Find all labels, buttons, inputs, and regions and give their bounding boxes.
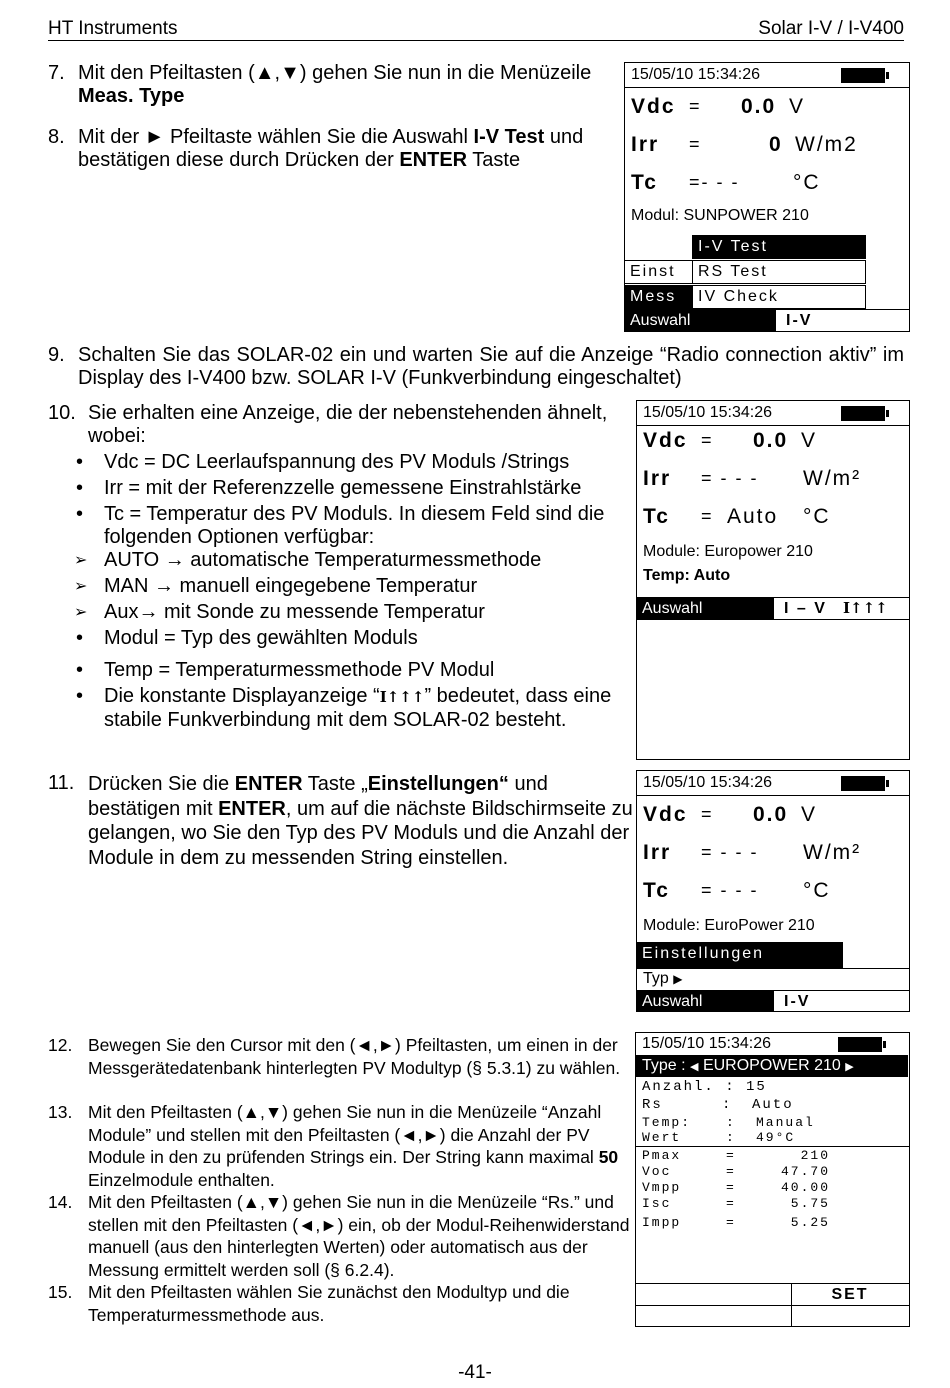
vdc-value: 0.0 — [753, 429, 789, 452]
page-number: -41- — [458, 1362, 492, 1383]
module-text: Module: EuroPower 210 — [643, 917, 815, 934]
step-14: 14. Mit den Pfeiltasten (▲,▼) gehen Sie nun in die Menüzeile “Rs.” und stellen mit den Pfeiltasten (◄,►) ein, ob der Modul-Reihenwiderstand manuell (aus den hinterlegten Werten) oder automatisch aus der Messung ermittelt werden soll (§ 6.2.4). — [48, 1192, 630, 1280]
irr-eq: = — [689, 134, 702, 154]
arrow-item: ➢ Aux→ mit Sonde zu messende Temperatur — [88, 601, 628, 624]
vdc-unit: V — [789, 95, 806, 118]
tc-label: Tc — [631, 171, 658, 194]
step-text: Sie erhalten eine Anzeige, die der nebenstehenden ähnelt, wobei: — [88, 402, 608, 447]
vdc-eq: = — [701, 804, 714, 824]
temp-value[interactable]: Manual — [756, 1115, 815, 1130]
wert-value[interactable]: 49°C — [756, 1130, 796, 1145]
irr-value: 0 — [769, 133, 783, 156]
vmpp-value: 40.00 — [780, 1180, 830, 1195]
step-13: 13. Mit den Pfeiltasten (▲,▼) gehen Sie nun in die Menüzeile “Anzahl Module” und stellen mit den Pfeiltasten (◄,►) die Anzahl der PV Module in den zu prüfenden Strings ein. Der String kann maximal 50 Einzelmodule enthalten. — [48, 1102, 619, 1190]
display-footer — [637, 990, 909, 1012]
temp-label: Temp: — [642, 1115, 692, 1130]
battery-icon — [838, 1037, 882, 1052]
step-bold: I-V Test — [473, 126, 545, 148]
step-number: 9. — [48, 344, 65, 366]
chevron-left-icon: ◀ — [690, 1061, 699, 1073]
step-7 — [48, 62, 608, 108]
vdc-label: Vdc — [631, 95, 676, 118]
bullet-item: • Temp = Temperaturmessmethode PV Modul — [88, 659, 628, 682]
step-8 — [48, 126, 608, 172]
bullet-item: • Tc = Temperatur des PV Moduls. In diesem Feld sind die folgenden Optionen verfügbar: — [88, 503, 628, 549]
display-footer — [637, 598, 909, 620]
tc-unit: °C — [803, 505, 831, 528]
irr-unit: W/m2 — [795, 133, 858, 156]
bullet-item: • Vdc = DC Leerlaufspannung des PV Moduls /Strings — [88, 451, 628, 474]
rs-value[interactable]: Auto — [752, 1097, 794, 1113]
step-bold: Meas. Type — [78, 85, 185, 107]
vdc-eq: = — [689, 96, 702, 116]
pmax-value: 210 — [800, 1148, 830, 1163]
mode-label: I – V — [773, 598, 827, 619]
modul-text: Modul: SUNPOWER 210 — [631, 207, 809, 224]
step-number: 7. — [48, 62, 65, 84]
irr-eq: = - - - — [701, 468, 759, 488]
header-left: HT Instruments — [48, 18, 178, 39]
step-12: 12. Bewegen Sie den Cursor mit den (◄,►) Pfeiltasten, um einen in der Messgerätedatenbank hinterlegten PV Modultyp (§ 5.3.1) zu wählen. — [48, 1035, 621, 1078]
temp-text: Temp: Auto — [643, 567, 731, 584]
display-panel-4: 15/05/10 15:34:26 Type : ◀ EUROPOWER 210 ▶ Anzahl. : 15 Rs : Auto Temp: : Manual Wert : 49°C Pmax = 210 Voc = 47.70 Vmpp = 40.00 Isc = 5.75 Impp = 5.25 SET — [635, 1032, 910, 1327]
step-15: 15. Mit den Pfeiltasten wählen Sie zunächst den Modultyp und die Temperaturmessmethode aus. — [48, 1282, 570, 1325]
battery-icon — [841, 406, 885, 421]
isc-value: 5.75 — [790, 1196, 830, 1211]
vdc-label: Vdc — [643, 803, 688, 826]
vdc-unit: V — [801, 803, 818, 826]
datetime: 15/05/10 15:34:26 — [643, 774, 773, 791]
mode-label: I-V — [773, 991, 810, 1012]
irr-label: Irr — [643, 467, 672, 490]
step-10 — [48, 402, 628, 732]
voc-label: Voc — [642, 1164, 672, 1179]
vdc-label: Vdc — [643, 429, 688, 452]
radio-signal-icon: I↑↑↑ — [379, 688, 425, 706]
auswahl-label: Auswahl — [625, 310, 775, 331]
vmpp-label: Vmpp — [642, 1180, 682, 1195]
arrow-item: ➢ MAN → manuell eingegebene Temperatur — [88, 575, 628, 598]
pmax-label: Pmax — [642, 1148, 682, 1163]
tc-eq: = — [701, 506, 714, 526]
page-header — [48, 18, 904, 41]
tc-eq: = - - - — [701, 880, 759, 900]
wert-label: Wert — [642, 1130, 682, 1145]
tc-unit: °C — [803, 879, 831, 902]
type-selector[interactable]: Type : ◀ EUROPOWER 210 ▶ — [636, 1055, 908, 1077]
display-footer — [625, 309, 909, 331]
impp-value: 5.25 — [790, 1215, 830, 1230]
header-right: Solar I-V / I-V400 — [758, 18, 904, 39]
vdc-unit: V — [801, 429, 818, 452]
irr-eq: = - - - — [701, 842, 759, 862]
mode-label: I-V — [775, 310, 812, 331]
chevron-right-icon: ▶ — [845, 1061, 854, 1073]
step-number: 11. — [48, 772, 75, 794]
set-button[interactable]: SET — [831, 1286, 869, 1303]
irr-unit: W/m² — [803, 841, 862, 864]
voc-value: 47.70 — [780, 1164, 830, 1179]
display-panel-2 — [636, 400, 910, 760]
datetime: 15/05/10 15:34:26 — [643, 404, 773, 421]
step-bold: ENTER — [399, 149, 468, 171]
anzahl-row[interactable]: Anzahl. : 15 — [642, 1079, 767, 1095]
step-text: Schalten Sie das SOLAR-02 ein und warten Sie auf die Anzeige “Radio connection aktiv” im Display des I-V400 bzw. SOLAR I-V (Funkverbindung eingeschaltet) — [78, 344, 904, 389]
auswahl-label: Auswahl — [637, 598, 773, 619]
vdc-eq: = — [701, 430, 714, 450]
step-text: Taste — [467, 149, 521, 171]
vdc-value: 0.0 — [753, 803, 789, 826]
battery-icon — [841, 68, 885, 83]
step-number: 10. — [48, 402, 76, 424]
step-text: Mit den Pfeiltasten (▲,▼) gehen Sie nun in die Menüzeile — [78, 62, 592, 84]
arrow-item: ➢ AUTO → automatische Temperaturmessmethode — [88, 549, 628, 572]
tc-eq: =- - - — [689, 172, 740, 192]
bullet-item: • Die konstante Displayanzeige “I↑↑↑” bedeutet, dass eine stabile Funkverbindung mit dem SOLAR-02 besteht. — [88, 685, 628, 732]
datetime: 15/05/10 15:34:26 — [631, 66, 761, 83]
rs-label: Rs — [642, 1097, 663, 1113]
step-text: Mit der ► Pfeiltaste wählen Sie die Auswahl — [78, 126, 474, 148]
menu-option-iv-test[interactable]: I-V Test — [692, 235, 866, 259]
vdc-value: 0.0 — [741, 95, 777, 118]
menu-mess[interactable]: Mess — [625, 285, 693, 309]
tc-label: Tc — [643, 879, 670, 902]
menu-option-rs-test[interactable]: RS Test — [692, 260, 866, 284]
display-panel-3 — [636, 770, 910, 1012]
chevron-right-icon: ▶ — [673, 972, 683, 986]
auswahl-label: Auswahl — [637, 991, 773, 1012]
bullet-item: • Irr = mit der Referenzzelle gemessene Einstrahlstärke — [88, 477, 628, 500]
irr-label: Irr — [631, 133, 660, 156]
isc-label: Isc — [642, 1196, 672, 1211]
menu-option-iv-check[interactable]: IV Check — [692, 285, 866, 309]
tc-label: Tc — [643, 505, 670, 528]
menu-einst[interactable]: Einst — [625, 260, 693, 284]
irr-unit: W/m² — [803, 467, 862, 490]
battery-icon — [841, 776, 885, 791]
irr-label: Irr — [643, 841, 672, 864]
settings-menu-item[interactable]: Einstellungen — [637, 942, 843, 968]
datetime: 15/05/10 15:34:26 — [642, 1035, 772, 1052]
bullet-item: • Modul = Typ des gewählten Moduls — [88, 627, 628, 650]
step-number: 8. — [48, 126, 65, 148]
typ-row[interactable]: Typ ▶ — [643, 970, 683, 987]
step-9 — [48, 344, 904, 390]
tc-unit: °C — [793, 171, 821, 194]
step-text: und bestätigen diese durch Drücken der — [78, 126, 584, 171]
impp-label: Impp — [642, 1215, 682, 1230]
radio-signal-icon: I↑↑↑ — [843, 599, 888, 617]
tc-value: Auto — [727, 505, 779, 528]
step-11: 11. Drücken Sie die ENTER Taste „Einstellungen“ und bestätigen mit ENTER, um auf die nächste Bildschirmseite zu gelangen, wo Sie den Typ des PV Moduls und die Anzahl der Module in dem zu messenden String einstellen. — [48, 772, 633, 869]
display-panel-1 — [624, 62, 910, 332]
module-text: Module: Europower 210 — [643, 543, 813, 560]
